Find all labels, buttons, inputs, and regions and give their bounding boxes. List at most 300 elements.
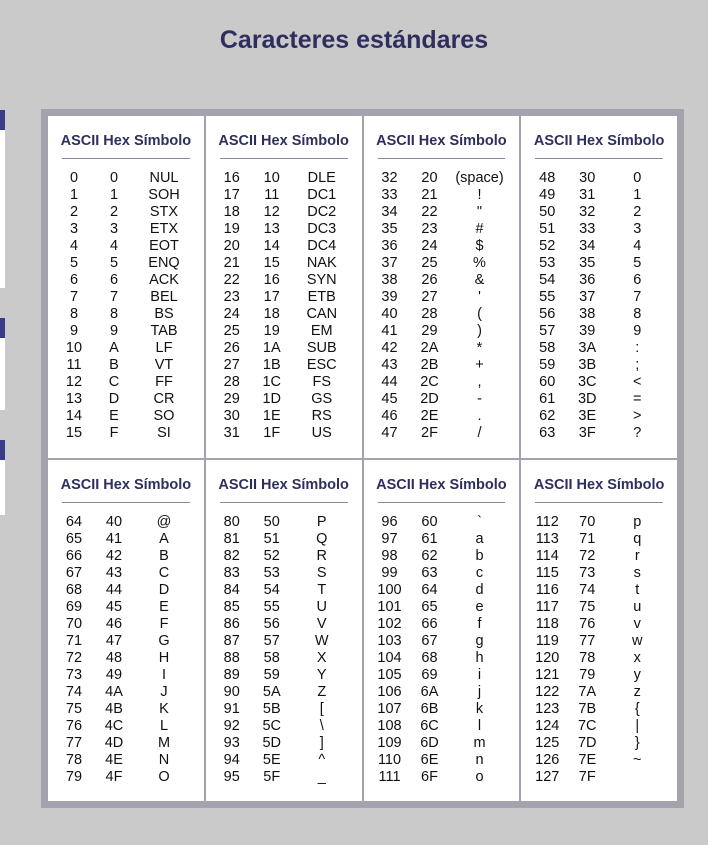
symbol: , <box>477 374 482 390</box>
symbol: (space) <box>455 170 504 186</box>
hex-value: 41 <box>105 530 123 547</box>
ascii-value: 1 <box>69 187 79 203</box>
ascii-value: 65 <box>65 530 83 547</box>
table-row <box>364 616 520 633</box>
hex-value: 70 <box>579 513 596 530</box>
symbol: + <box>475 357 484 373</box>
ascii-value: 77 <box>65 734 83 751</box>
header-sym: Símbolo <box>133 133 192 149</box>
ascii-value: 8 <box>69 306 79 322</box>
ascii-value: 99 <box>381 564 398 581</box>
symbol: ^ <box>318 751 326 768</box>
table-row <box>206 221 362 238</box>
symbol: d <box>475 581 484 598</box>
table-row <box>364 633 520 650</box>
table-row <box>364 238 520 255</box>
table-row <box>206 769 362 786</box>
hex-value: 26 <box>421 272 438 288</box>
table-row <box>48 531 204 548</box>
hex-value: 46 <box>105 615 123 632</box>
table-row <box>364 289 520 306</box>
table-row <box>206 374 362 391</box>
ascii-value: 71 <box>65 632 83 649</box>
hex-value: 22 <box>421 204 438 220</box>
symbol: 3 <box>633 221 642 237</box>
table-row <box>48 425 204 442</box>
table-row <box>48 599 204 616</box>
hex-value: 23 <box>421 221 438 237</box>
table-row <box>364 221 520 238</box>
ascii-value: 17 <box>223 187 240 203</box>
symbol: LF <box>155 340 173 356</box>
symbol: FF <box>155 374 173 390</box>
ascii-value: 18 <box>223 204 240 220</box>
hex-value: 8 <box>109 306 119 322</box>
ascii-value: 125 <box>535 734 560 751</box>
hex-value: 64 <box>421 581 438 598</box>
hex-value: 47 <box>105 632 123 649</box>
ascii-value: 22 <box>223 272 240 288</box>
side-tab[interactable] <box>0 440 5 515</box>
table-row <box>206 752 362 769</box>
ascii-value: 123 <box>535 700 560 717</box>
symbol: v <box>633 615 641 632</box>
ascii-value: 44 <box>381 374 398 390</box>
ascii-value: 72 <box>65 649 83 666</box>
ascii-value: 116 <box>535 581 559 598</box>
ascii-value: 21 <box>223 255 240 271</box>
hex-value: 7D <box>577 734 597 751</box>
side-tab-accent <box>0 440 5 460</box>
table-row <box>48 616 204 633</box>
ascii-value: 56 <box>539 306 556 322</box>
symbol: SOH <box>148 187 180 203</box>
ascii-value: 100 <box>377 581 402 598</box>
table-row <box>48 408 204 425</box>
hex-value: A <box>109 340 119 356</box>
symbol: DC2 <box>307 204 337 220</box>
ascii-value: 74 <box>65 683 83 700</box>
symbol: / <box>477 425 482 441</box>
table-row <box>206 357 362 374</box>
header-dec: ASCII <box>533 133 573 149</box>
block-header <box>364 133 520 149</box>
ascii-value: 9 <box>69 323 79 339</box>
ascii-value: 0 <box>69 170 79 186</box>
block-header <box>206 133 362 149</box>
table-row <box>364 425 520 442</box>
hex-value: 1 <box>109 187 119 203</box>
side-tab[interactable] <box>0 110 5 288</box>
table-row <box>364 684 520 701</box>
header-hex: Hex <box>261 476 288 493</box>
ascii-value: 20 <box>223 238 240 254</box>
hex-value: 6A <box>420 683 439 700</box>
block-rows <box>48 514 204 786</box>
table-row <box>364 514 520 531</box>
ascii-value: 50 <box>539 204 556 220</box>
table-row <box>48 255 204 272</box>
hex-value: 1C <box>262 374 282 390</box>
symbol: S <box>316 564 327 581</box>
hex-value: 4D <box>104 734 124 751</box>
symbol: l <box>477 717 482 734</box>
side-tab[interactable] <box>0 318 5 410</box>
symbol: A <box>159 530 169 547</box>
symbol: SI <box>157 425 171 441</box>
header-sym: Símbolo <box>607 133 665 149</box>
ascii-value: 28 <box>223 374 240 390</box>
hex-value: 2C <box>420 374 439 390</box>
table-row <box>48 701 204 718</box>
symbol: < <box>633 374 642 390</box>
table-row <box>521 289 677 306</box>
symbol: DC4 <box>307 238 337 254</box>
header-dec: ASCII <box>376 476 415 493</box>
table-row <box>521 701 677 718</box>
symbol: * <box>476 340 483 356</box>
ascii-value: 103 <box>377 632 402 649</box>
hex-value: 1A <box>262 340 281 356</box>
hex-value: 4B <box>105 700 123 717</box>
table-row <box>206 701 362 718</box>
table-row <box>521 718 677 735</box>
ascii-value: 23 <box>223 289 240 305</box>
table-row <box>364 374 520 391</box>
ascii-value: 32 <box>381 170 398 186</box>
ascii-value: 102 <box>377 615 402 632</box>
table-row <box>48 306 204 323</box>
ascii-block <box>206 460 362 802</box>
hex-value: 39 <box>579 323 596 339</box>
symbol: U <box>316 598 327 615</box>
ascii-value: 26 <box>223 340 240 356</box>
hex-value: 75 <box>579 598 596 615</box>
symbol: e <box>475 598 484 615</box>
header-dec: ASCII <box>60 476 100 493</box>
symbol: \ <box>319 717 324 734</box>
symbol: L <box>159 717 169 734</box>
table-row <box>521 667 677 684</box>
hex-value: 58 <box>263 649 280 666</box>
table-row <box>206 204 362 221</box>
hex-value: 60 <box>421 513 438 530</box>
table-row <box>521 391 677 408</box>
ascii-value: 110 <box>377 751 402 768</box>
hex-value: 30 <box>579 170 596 186</box>
symbol: = <box>633 391 642 407</box>
ascii-value: 2 <box>69 204 79 220</box>
header-dec: ASCII <box>218 133 258 149</box>
ascii-value: 24 <box>223 306 240 322</box>
table-row <box>48 667 204 684</box>
hex-value: 2F <box>421 425 438 441</box>
ascii-value: 49 <box>539 187 556 203</box>
table-row <box>521 255 677 272</box>
ascii-value: 88 <box>223 649 240 666</box>
hex-value: 57 <box>263 632 280 649</box>
table-row <box>521 425 677 442</box>
header-hex: Hex <box>261 133 288 149</box>
table-row <box>206 391 362 408</box>
ascii-value: 12 <box>65 374 83 390</box>
hex-value: 32 <box>579 204 596 220</box>
symbol: o <box>475 768 484 785</box>
symbol: q <box>633 530 642 547</box>
ascii-grid <box>48 116 677 801</box>
hex-value: 3B <box>578 357 597 373</box>
hex-value: 13 <box>263 221 280 237</box>
header-sym: Símbolo <box>133 476 192 493</box>
table-row <box>206 323 362 340</box>
hex-value: 48 <box>105 649 123 666</box>
table-row <box>364 769 520 786</box>
ascii-block <box>206 116 362 458</box>
hex-value: 43 <box>105 564 123 581</box>
table-row <box>48 752 204 769</box>
symbol: z <box>633 683 641 700</box>
table-row <box>206 187 362 204</box>
ascii-value: 111 <box>378 768 401 785</box>
hex-value: 17 <box>263 289 280 305</box>
symbol: _ <box>317 768 326 785</box>
symbol: F <box>159 615 169 632</box>
header-divider <box>535 158 663 159</box>
hex-value: E <box>109 408 119 424</box>
hex-value: 20 <box>421 170 438 186</box>
hex-value: 2B <box>420 357 439 373</box>
symbol: NUL <box>149 170 179 186</box>
ascii-value: 120 <box>535 649 560 666</box>
hex-value: 9 <box>109 323 119 339</box>
hex-value: 56 <box>263 615 280 632</box>
hex-value: 14 <box>263 238 280 254</box>
header-dec: ASCII <box>218 476 258 493</box>
table-row <box>364 718 520 735</box>
table-row <box>48 374 204 391</box>
ascii-value: 61 <box>539 391 556 407</box>
table-row <box>48 633 204 650</box>
symbol: ? <box>633 425 642 441</box>
block-header <box>48 477 204 493</box>
symbol: 8 <box>633 306 642 322</box>
table-row <box>521 374 677 391</box>
header-divider <box>62 502 190 503</box>
block-header <box>521 477 677 493</box>
symbol: g <box>475 632 484 649</box>
symbol: SO <box>153 408 175 424</box>
ascii-value: 42 <box>381 340 398 356</box>
hex-value: 37 <box>579 289 596 305</box>
symbol: ETB <box>307 289 336 305</box>
symbol: Q <box>316 530 328 547</box>
ascii-value: 31 <box>223 425 240 441</box>
hex-value: 7 <box>109 289 119 305</box>
hex-value: 69 <box>421 666 438 683</box>
table-row <box>48 548 204 565</box>
symbol: I <box>161 666 167 683</box>
symbol: " <box>476 204 483 220</box>
symbol: TAB <box>150 323 178 339</box>
symbol: 2 <box>633 204 642 220</box>
table-row <box>521 204 677 221</box>
ascii-value: 84 <box>223 581 240 598</box>
ascii-value: 121 <box>535 666 560 683</box>
hex-value: 5A <box>262 683 281 700</box>
table-row <box>48 323 204 340</box>
table-row <box>521 582 677 599</box>
symbol: B <box>159 547 169 564</box>
hex-value: 79 <box>579 666 596 683</box>
hex-value: 55 <box>263 598 280 615</box>
header-divider <box>220 502 348 503</box>
ascii-value: 13 <box>65 391 83 407</box>
header-dec: ASCII <box>60 133 100 149</box>
ascii-block <box>48 116 204 458</box>
ascii-value: 117 <box>535 598 559 615</box>
table-row <box>521 408 677 425</box>
hex-value: 4C <box>104 717 124 734</box>
hex-value: 7C <box>577 717 597 734</box>
ascii-value: 25 <box>223 323 240 339</box>
table-row <box>521 170 677 187</box>
table-row <box>521 769 677 786</box>
ascii-value: 85 <box>223 598 240 615</box>
ascii-value: 39 <box>381 289 398 305</box>
ascii-value: 105 <box>377 666 402 683</box>
ascii-block <box>521 116 677 458</box>
symbol: - <box>477 391 482 407</box>
hex-value: 3E <box>578 408 597 424</box>
table-row <box>521 616 677 633</box>
ascii-value: 14 <box>65 408 83 424</box>
ascii-value: 29 <box>223 391 240 407</box>
ascii-value: 108 <box>377 717 402 734</box>
ascii-value: 127 <box>535 768 560 785</box>
ascii-value: 63 <box>539 425 556 441</box>
ascii-value: 80 <box>223 513 240 530</box>
ascii-value: 118 <box>535 615 559 632</box>
symbol <box>601 769 673 786</box>
hex-value: 2A <box>420 340 439 356</box>
hex-value: 3F <box>578 425 596 441</box>
ascii-value: 46 <box>381 408 398 424</box>
ascii-value: 11 <box>66 357 82 373</box>
hex-value: 21 <box>421 187 438 203</box>
ascii-value: 43 <box>381 357 398 373</box>
ascii-value: 66 <box>65 547 83 564</box>
ascii-value: 92 <box>223 717 240 734</box>
table-row <box>206 255 362 272</box>
hex-value: 45 <box>105 598 123 615</box>
ascii-block <box>364 460 520 802</box>
symbol: EOT <box>149 238 179 254</box>
table-row <box>206 616 362 633</box>
table-row <box>364 323 520 340</box>
ascii-value: 47 <box>381 425 398 441</box>
header-sym: Símbolo <box>607 476 665 493</box>
symbol: G <box>158 632 170 649</box>
header-hex: Hex <box>576 133 604 149</box>
hex-value: 6 <box>109 272 119 288</box>
table-row <box>48 289 204 306</box>
table-row <box>206 650 362 667</box>
symbol: p <box>633 513 642 530</box>
symbol: 5 <box>633 255 642 271</box>
ascii-value: 15 <box>65 425 83 441</box>
symbol: H <box>158 649 170 666</box>
symbol: 6 <box>633 272 642 288</box>
symbol: | <box>635 717 640 734</box>
symbol: ' <box>478 289 481 305</box>
symbol: } <box>634 734 640 751</box>
symbol: 9 <box>633 323 642 339</box>
ascii-value: 76 <box>65 717 83 734</box>
table-row <box>206 582 362 599</box>
table-row <box>206 408 362 425</box>
hex-value: 4F <box>105 768 123 785</box>
hex-value: 29 <box>421 323 438 339</box>
ascii-value: 10 <box>65 340 83 356</box>
header-divider <box>535 502 663 503</box>
hex-value: F <box>109 425 119 441</box>
table-row <box>206 599 362 616</box>
ascii-value: 3 <box>69 221 79 237</box>
symbol: FS <box>312 374 332 390</box>
block-header <box>206 477 362 493</box>
hex-value: 0 <box>109 170 119 186</box>
ascii-value: 54 <box>539 272 556 288</box>
symbol: V <box>316 615 327 632</box>
hex-value: 4A <box>105 683 123 700</box>
table-row <box>206 735 362 752</box>
hex-value: 7A <box>578 683 597 700</box>
symbol: N <box>158 751 170 768</box>
ascii-value: 30 <box>223 408 240 424</box>
ascii-value: 113 <box>535 530 559 547</box>
symbol: s <box>633 564 641 581</box>
symbol: $ <box>475 238 484 254</box>
hex-value: 4E <box>105 751 123 768</box>
hex-value: 3D <box>577 391 597 407</box>
table-row <box>206 633 362 650</box>
table-row <box>364 531 520 548</box>
symbol: w <box>632 632 643 649</box>
symbol: DC3 <box>307 221 337 237</box>
header-hex: Hex <box>103 133 130 149</box>
table-row <box>521 272 677 289</box>
ascii-value: 38 <box>381 272 398 288</box>
table-row <box>48 565 204 582</box>
ascii-value: 79 <box>65 768 83 785</box>
hex-value: D <box>108 391 120 407</box>
table-row <box>364 548 520 565</box>
table-row <box>521 752 677 769</box>
ascii-value: 98 <box>381 547 398 564</box>
hex-value: 74 <box>579 581 596 598</box>
symbol: # <box>475 221 484 237</box>
hex-value: 44 <box>105 581 123 598</box>
table-row <box>521 650 677 667</box>
hex-value: 33 <box>579 221 596 237</box>
symbol: @ <box>156 513 172 530</box>
ascii-value: 36 <box>381 238 398 254</box>
ascii-value: 83 <box>223 564 240 581</box>
symbol: T <box>317 581 327 598</box>
ascii-value: 48 <box>539 170 556 186</box>
table-row <box>521 735 677 752</box>
symbol: > <box>633 408 642 424</box>
